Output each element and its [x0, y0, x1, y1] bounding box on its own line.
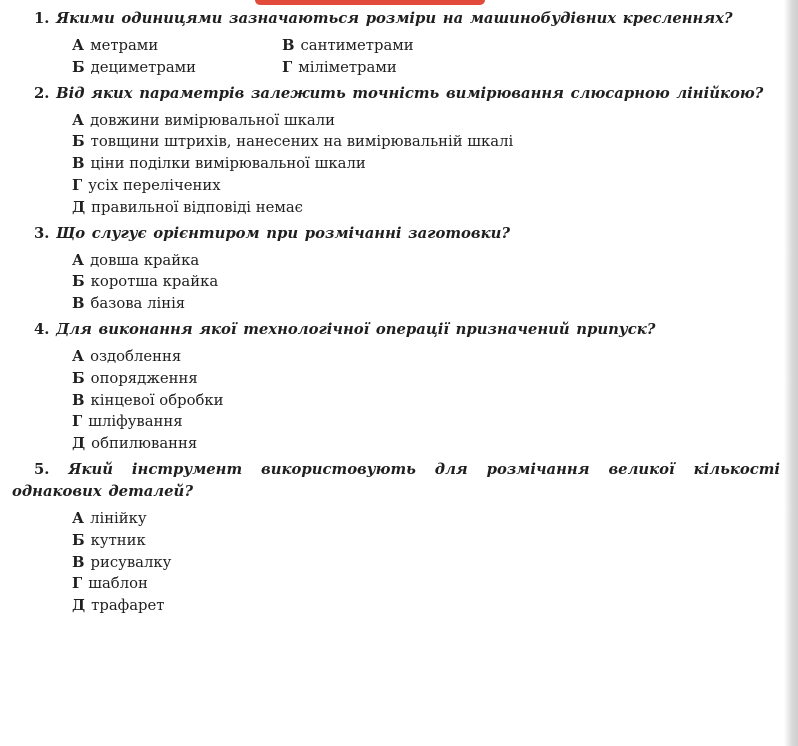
question-3-text [12, 223, 780, 245]
option-text: міліметрами [298, 58, 397, 76]
option-5-b[interactable] [72, 530, 780, 552]
option-5-d[interactable] [72, 595, 780, 617]
option-1-g[interactable] [282, 57, 542, 79]
option-4-b[interactable] [72, 368, 780, 390]
question-1-body: Якими одиницями зазначаються розміри на машинобудівних кресленнях? [56, 10, 733, 27]
option-text: лінійку [90, 509, 147, 527]
option-2-b[interactable] [72, 131, 780, 153]
option-letter: Д [72, 597, 86, 615]
option-letter: Б [72, 273, 85, 291]
question-3-number: 3. [34, 224, 50, 242]
question-1-text [12, 8, 780, 30]
option-letter: А [72, 347, 85, 365]
option-text: товщини штрихів, нанесених на вимірювальній шкалі [90, 133, 514, 151]
option-letter: В [282, 37, 295, 54]
question-5-text [12, 459, 780, 503]
option-letter: Г [282, 58, 293, 76]
option-4-a[interactable] [72, 346, 780, 368]
question-1-number: 1. [34, 10, 50, 27]
header-accent-bar [255, 0, 485, 5]
option-2-a[interactable] [72, 110, 780, 132]
option-letter: Г [72, 176, 83, 194]
option-3-v[interactable] [72, 293, 780, 315]
option-letter: А [72, 111, 85, 129]
option-letter: А [72, 37, 85, 54]
question-3 [12, 223, 780, 315]
option-3-a[interactable] [72, 250, 780, 272]
option-3-b[interactable] [72, 271, 780, 293]
option-text: шліфування [88, 413, 183, 431]
option-letter: Г [72, 413, 83, 431]
option-letter: А [72, 509, 85, 527]
option-text: обпилювання [91, 435, 198, 453]
option-2-d[interactable] [72, 197, 780, 219]
question-5-number: 5. [34, 460, 50, 478]
option-text: метрами [90, 37, 159, 54]
option-text: усіх перелічених [88, 176, 221, 194]
option-letter: Д [72, 435, 86, 453]
question-5 [12, 459, 780, 617]
option-letter: Б [72, 369, 85, 387]
question-4-text [12, 319, 780, 341]
question-5-options [12, 508, 780, 617]
question-4-options [12, 346, 780, 455]
option-letter: А [72, 251, 85, 269]
quiz-page [12, 8, 780, 621]
option-letter: В [72, 391, 85, 409]
option-4-v[interactable] [72, 390, 780, 412]
option-5-g[interactable] [72, 573, 780, 595]
question-2-body: Від яких параметрів залежить точність вимірювання слюсарною лінійкою? [56, 84, 764, 102]
option-text: трафарет [91, 597, 165, 615]
option-letter: В [72, 295, 85, 313]
option-4-d[interactable] [72, 433, 780, 455]
option-letter: Б [72, 531, 85, 549]
option-text: дециметрами [90, 58, 197, 76]
option-text: рисувалку [90, 553, 172, 571]
option-2-v[interactable] [72, 153, 780, 175]
option-text: ціни поділки вимірювальної шкали [90, 155, 366, 173]
option-text: базова лінія [90, 295, 186, 313]
option-text: довжини вимірювальної шкали [90, 111, 336, 129]
option-2-g[interactable] [72, 175, 780, 197]
option-text: кінцевої обробки [90, 391, 224, 409]
question-3-body: Що слугує орієнтиром при розмічанні заготовки? [56, 224, 511, 242]
question-2-text [12, 83, 780, 105]
option-text: довша крайка [90, 251, 200, 269]
option-text: шаблон [88, 575, 148, 593]
option-1-b[interactable] [72, 57, 282, 79]
option-5-v[interactable] [72, 552, 780, 574]
option-1-a[interactable] [72, 35, 282, 57]
option-5-a[interactable] [72, 508, 780, 530]
option-text: опорядження [90, 369, 198, 387]
option-text: сантиметрами [300, 37, 414, 54]
option-letter: Б [72, 133, 85, 151]
option-letter: В [72, 155, 85, 173]
question-2-number: 2. [34, 84, 50, 102]
option-letter: Г [72, 575, 83, 593]
option-letter: Б [72, 58, 85, 76]
question-4 [12, 319, 780, 455]
question-4-number: 4. [34, 320, 50, 338]
question-2 [12, 83, 780, 219]
question-1 [12, 8, 780, 79]
page-edge-shadow [784, 0, 798, 746]
question-1-options [12, 35, 780, 79]
option-1-v[interactable] [282, 35, 542, 57]
option-4-g[interactable] [72, 411, 780, 433]
option-text: правильної відповіді немає [91, 198, 303, 216]
question-5-body: Який інструмент використовують для розмічання великої кількості однакових деталей? [12, 460, 781, 500]
question-3-options [12, 250, 780, 315]
question-2-options [12, 110, 780, 219]
option-text: коротша крайка [90, 273, 219, 291]
option-text: кутник [90, 531, 146, 549]
option-letter: В [72, 553, 85, 571]
question-4-body: Для виконання якої технологічної операції призначений припуск? [56, 320, 656, 338]
option-letter: Д [72, 198, 86, 216]
option-text: оздоблення [90, 347, 182, 365]
